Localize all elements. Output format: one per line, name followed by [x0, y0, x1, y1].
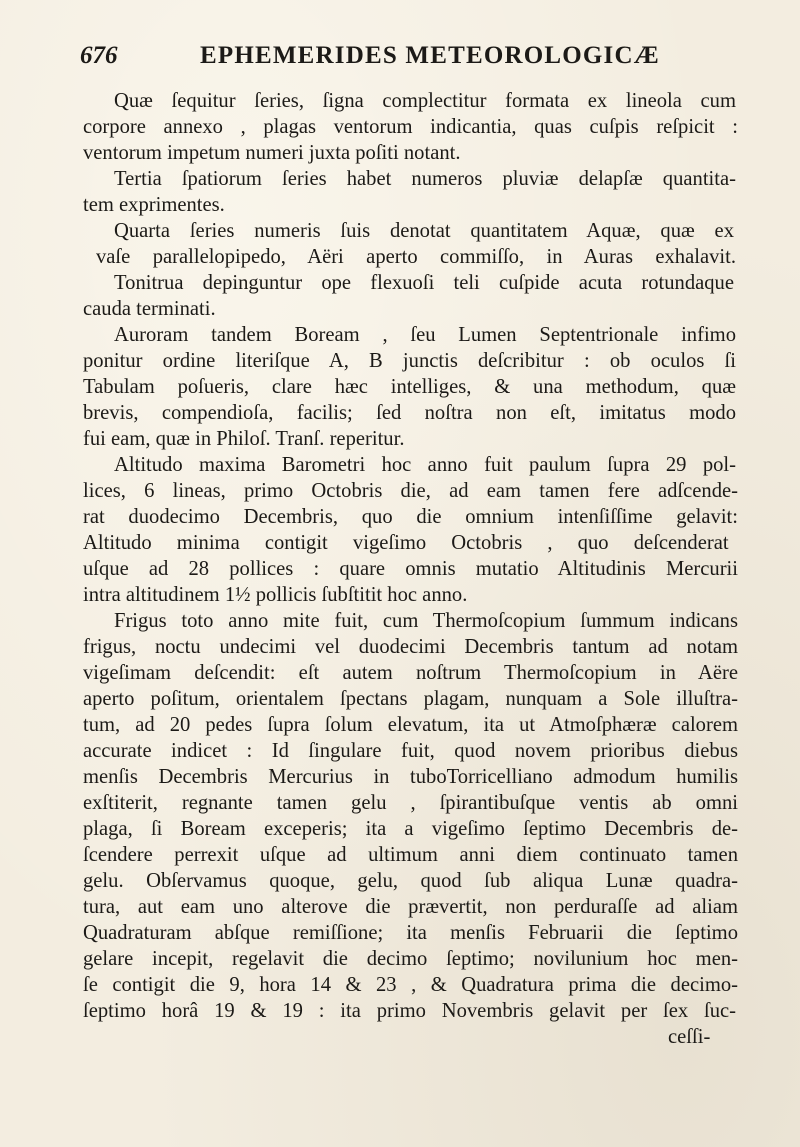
text-line: ſcendere perrexit uſque ad ultimum anni diem continuato tamen [83, 844, 738, 866]
text-line: uſque ad 28 pollices : quare omnis mutatio Altitudinis Mercurii [83, 558, 738, 580]
text-line: Tabulam poſueris, clare hæc intelliges, & una methodum, quæ [83, 376, 736, 398]
text-line: Tonitrua depinguntur ope flexuoſi teli cuſpide acuta rotundaque [114, 272, 734, 294]
text-line: vaſe parallelopipedo, Aëri aperto commiſſo, in Auras exhalavit. [96, 246, 736, 268]
text-line: gelu. Obſervamus quoque, gelu, quod ſub aliqua Lunæ quadra- [83, 870, 738, 892]
text-line: ventorum impetum numeri juxta poſiti notant. [83, 142, 461, 164]
text-line: plaga, ſi Boream exceperis; ita a vigeſimo ſeptimo Decembris de- [83, 818, 738, 840]
text-line: Altitudo maxima Barometri hoc anno fuit paulum ſupra 29 pol- [114, 454, 736, 476]
text-line: fui eam, quæ in Philoſ. Tranſ. reperitur. [83, 428, 405, 450]
running-title: EPHEMERIDES METEOROLOGICÆ [200, 42, 660, 69]
text-line: Auroram tandem Boream , ſeu Lumen Septentrionale infimo [114, 324, 736, 346]
page-number: 676 [80, 42, 118, 69]
text-line: exſtiterit, regnante tamen gelu , ſpirantibuſque ventis ab omni [83, 792, 738, 814]
text-line: lices, 6 lineas, primo Octobris die, ad eam tamen fere adſcende- [83, 480, 738, 502]
text-line: frigus, noctu undecimi vel duodecimi Decembris tantum ad notam [83, 636, 738, 658]
text-line: Frigus toto anno mite fuit, cum Thermoſcopium ſummum indicans [114, 610, 738, 632]
text-line: tem exprimentes. [83, 194, 225, 216]
text-line: vigeſimam deſcendit: eſt autem noſtrum Thermoſcopium in Aëre [83, 662, 738, 684]
text-line: gelare incepit, regelavit die decimo ſeptimo; novilunium hoc men- [83, 948, 738, 970]
text-line: tura, aut eam uno alterove die prævertit, non perduraſſe ad aliam [83, 896, 738, 918]
text-line: ſe contigit die 9, hora 14 & 23 , & Quadratura prima die decimo- [83, 974, 738, 996]
text-line: aperto poſitum, orientalem ſpectans plagam, nunquam a Sole illuſtra- [83, 688, 738, 710]
text-line: intra altitudinem 1½ pollicis ſubſtitit hoc anno. [83, 584, 468, 606]
text-line: tum, ad 20 pedes ſupra ſolum elevatum, ita ut Atmoſphæræ calorem [83, 714, 738, 736]
text-line: ceſſi- [668, 1026, 711, 1048]
text-line: Quæ ſequitur ſeries, ſigna complectitur formata ex lineola cum [114, 90, 736, 112]
text-line: rat duodecimo Decembris, quo die omnium intenſiſſime gelavit: [83, 506, 738, 528]
text-line: Tertia ſpatiorum ſeries habet numeros pluviæ delapſæ quantita- [114, 168, 736, 190]
text-line: brevis, compendioſa, facilis; ſed noſtra non eſt, imitatus modo [83, 402, 736, 424]
text-line: corpore annexo , plagas ventorum indicantia, quas cuſpis reſpicit : [83, 116, 738, 138]
text-line: Quarta ſeries numeris ſuis denotat quantitatem Aquæ, quæ ex [114, 220, 734, 242]
text-line: cauda terminati. [83, 298, 216, 320]
text-line: Altitudo minima contigit vigeſimo Octobris , quo deſcenderat [83, 532, 729, 554]
text-line: accurate indicet : Id ſingulare fuit, quod novem prioribus diebus [83, 740, 738, 762]
text-line: menſis Decembris Mercurius in tuboTorricelliano admodum humilis [83, 766, 738, 788]
text-line: Quadraturam abſque remiſſione; ita menſis Februarii die ſeptimo [83, 922, 738, 944]
text-line: ſeptimo horâ 19 & 19 : ita primo Novembris gelavit per ſex ſuc- [83, 1000, 736, 1022]
text-line: ponitur ordine literiſque A, B junctis deſcribitur : ob oculos ſi [83, 350, 736, 372]
